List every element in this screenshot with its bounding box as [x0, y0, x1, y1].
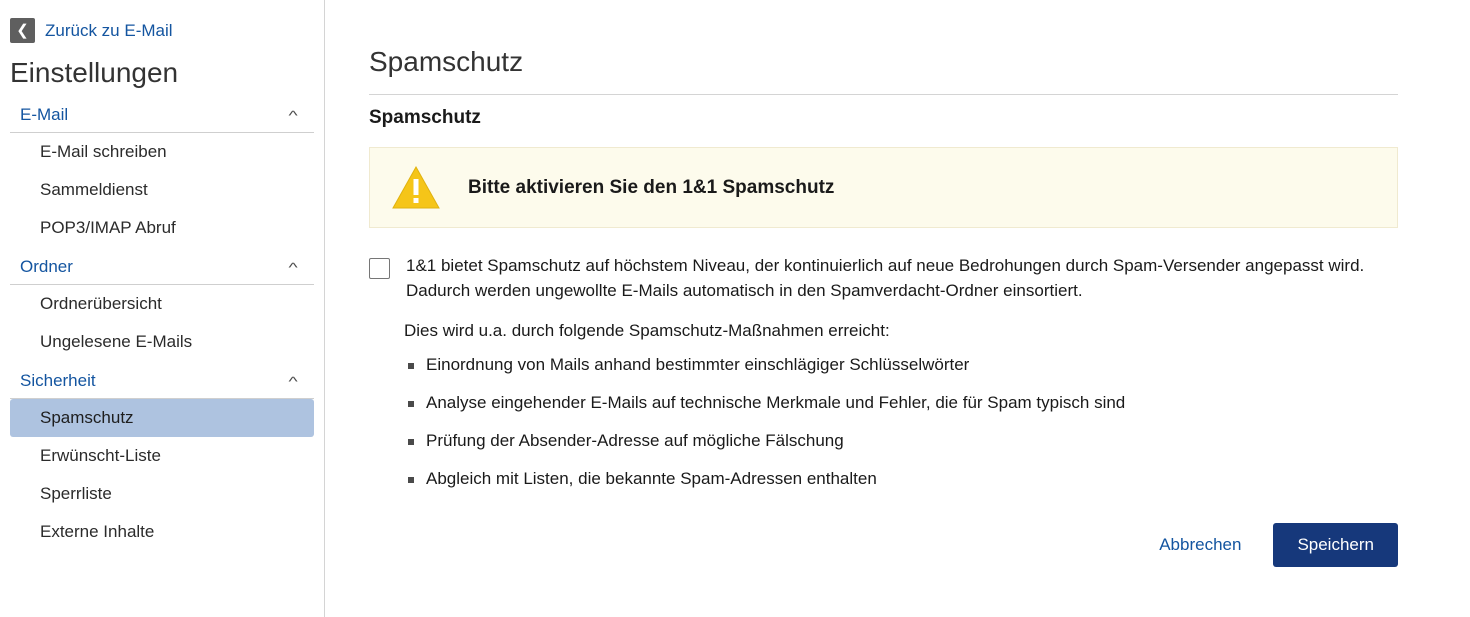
sidebar-group-ordner [0, 257, 324, 361]
activation-notice-text: Bitte aktivieren Sie den 1&1 Spamschutz [468, 176, 835, 198]
warning-icon [390, 164, 442, 211]
spam-protection-consent-row[interactable] [369, 254, 1398, 303]
back-to-mail[interactable] [0, 0, 324, 43]
sidebar-item-sammeldienst[interactable]: Sammeldienst [40, 180, 148, 199]
sidebar-item-e-mail-schreiben[interactable]: E-Mail schreiben [40, 142, 167, 161]
save-button[interactable]: Speichern [1273, 523, 1398, 567]
sidebar-group-items-email [0, 133, 324, 247]
sidebar-group-items-sicherheit [0, 399, 324, 551]
sidebar-group-label-email: E-Mail [20, 105, 69, 124]
sidebar-group-sicherheit [0, 371, 324, 551]
page-title: Spamschutz [369, 46, 1398, 95]
sidebar-group-items-ordner [0, 285, 324, 361]
sidebar-group-email [0, 105, 324, 247]
measures-lead-text: Dies wird u.a. durch folgende Spamschutz-Maßnahmen erreicht: [404, 321, 890, 341]
form-actions [369, 523, 1398, 567]
sidebar-item-ordneruebersicht[interactable]: Ordnerübersicht [40, 294, 162, 313]
chevron-up-icon[interactable]: ^ [288, 373, 298, 389]
spam-protection-checkbox-label: 1&1 bietet Spamschutz auf höchstem Niveau, der kontinuierlich auf neue Bedrohungen durch Spam-Versender angepasst wird. Dadurch werden ungewollte E-Mails automatisch in den Spamverdacht-Ordner einsortiert. [406, 256, 1365, 300]
list-item: Analyse eingehender E-Mails auf technische Merkmale und Fehler, die für Spam typisch sind [404, 393, 1398, 431]
list-item: Einordnung von Mails anhand bestimmter einschlägiger Schlüsselwörter [404, 355, 1398, 393]
sidebar-group-header-email[interactable] [10, 105, 314, 133]
cancel-button[interactable]: Abbrechen [1157, 529, 1243, 561]
sidebar-group-label-sicherheit: Sicherheit [20, 371, 96, 390]
chevron-left-icon[interactable]: ❮ [10, 18, 35, 43]
sidebar-group-header-ordner[interactable] [10, 257, 314, 285]
spam-protection-checkbox[interactable] [369, 258, 390, 279]
sidebar-item-pop3-imap-abruf[interactable]: POP3/IMAP Abruf [40, 218, 176, 237]
sidebar-title: Einstellungen [10, 57, 179, 88]
chevron-up-icon[interactable]: ^ [288, 107, 298, 123]
back-to-mail-label[interactable]: Zurück zu E-Mail [45, 20, 173, 40]
sidebar [0, 0, 325, 617]
sidebar-group-label-ordner: Ordner [20, 257, 73, 276]
activation-notice [369, 147, 1398, 228]
list-item: Prüfung der Absender-Adresse auf mögliche Fälschung [404, 431, 1398, 469]
section-title: Spamschutz [369, 107, 481, 128]
measures-list [404, 355, 1398, 507]
sidebar-item-erwuenscht-liste[interactable]: Erwünscht-Liste [40, 446, 161, 465]
list-item: Abgleich mit Listen, die bekannte Spam-Adressen enthalten [404, 469, 1398, 507]
sidebar-item-ungelesene-e-mails[interactable]: Ungelesene E-Mails [40, 332, 193, 351]
sidebar-item-externe-inhalte[interactable]: Externe Inhalte [40, 522, 155, 541]
sidebar-item-spamschutz[interactable]: Spamschutz [10, 399, 314, 437]
chevron-up-icon[interactable]: ^ [288, 259, 298, 275]
sidebar-group-header-sicherheit[interactable] [10, 371, 314, 399]
main-content [325, 0, 1470, 617]
sidebar-item-sperrliste[interactable]: Sperrliste [40, 484, 112, 503]
